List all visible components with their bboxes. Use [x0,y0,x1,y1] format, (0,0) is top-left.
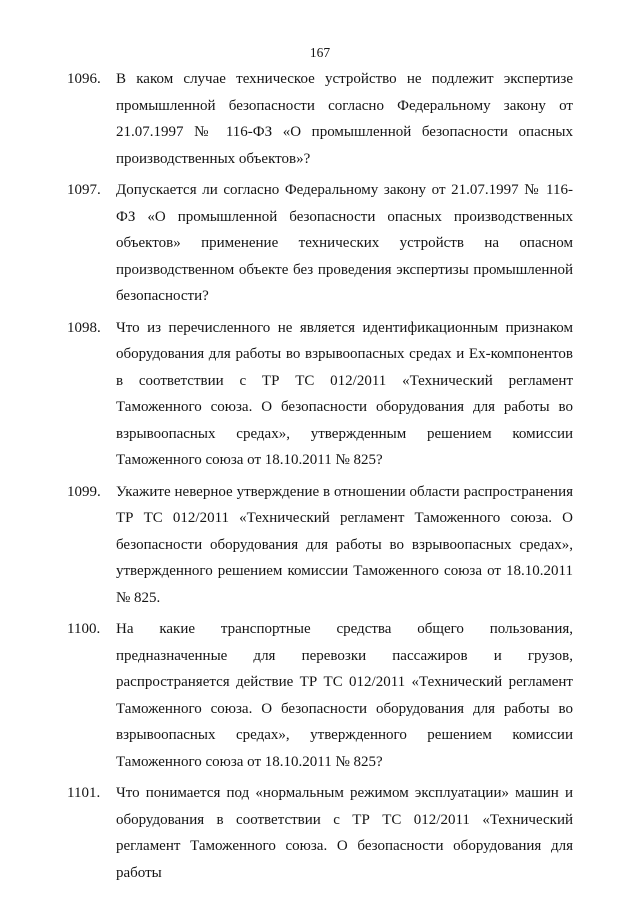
question-number: 1101. [67,785,101,801]
question-number: 1097. [67,182,101,198]
question-item [0,780,640,886]
question-text: Что из перечисленного не является идентификационным признаком оборудования для работы во взрывоопасных средах и Ex-компонентов в соответствии с ТР ТС 012/2011 «Технический регламент Таможенного союза. О безопасности оборудования для работы во взрывоопасных средах», утвержденным решением комиссии Таможенного союза от 18.10.2011 № 825? [116,319,573,468]
question-text: Что понимается под «нормальным режимом эксплуатации» машин и оборудования в соответствии с ТР ТС 012/2011 «Технический регламент Таможенного союза. О безопасности оборудования для работы [116,785,573,881]
question-item [0,66,640,172]
question-text: На какие транспортные средства общего пользования, предназначенные для перевозки пассажиров и грузов, распространяется действие ТР ТС 012/2011 «Технический регламент Таможенного союза. О безопасности оборудования для работы во взрывоопасных средах», утвержденного решением комиссии Таможенного союза от 18.10.2011 № 825? [116,621,573,770]
question-text: В каком случае техническое устройство не подлежит экспертизе промышленной безопасности согласно Федеральному закону от 21.07.1997 № 116-ФЗ «О промышленной безопасности опасных производственных объектов»? [116,71,573,167]
question-text: Укажите неверное утверждение в отношении области распространения ТР ТС 012/2011 «Технический регламент Таможенного союза. О безопасности оборудования для работы во взрывоопасных средах», утвержденного решением комиссии Таможенного союза от 18.10.2011 № 825. [116,483,573,606]
question-item [0,315,640,474]
question-number: 1099. [67,483,101,500]
question-text: Допускается ли согласно Федеральному закону от 21.07.1997 № 116-ФЗ «О промышленной безопасности опасных производственных объектов» применение технических устройств на опасном производственном объекте без проведения экспертизы промышленной безопасности? [116,182,573,304]
question-item [0,479,640,612]
question-list [0,66,640,886]
question-number: 1096. [67,71,101,87]
question-item [0,177,640,310]
question-item [0,616,640,775]
question-number: 1098. [67,319,101,336]
question-number: 1100. [67,621,101,637]
page-number: 167 [309,45,331,60]
